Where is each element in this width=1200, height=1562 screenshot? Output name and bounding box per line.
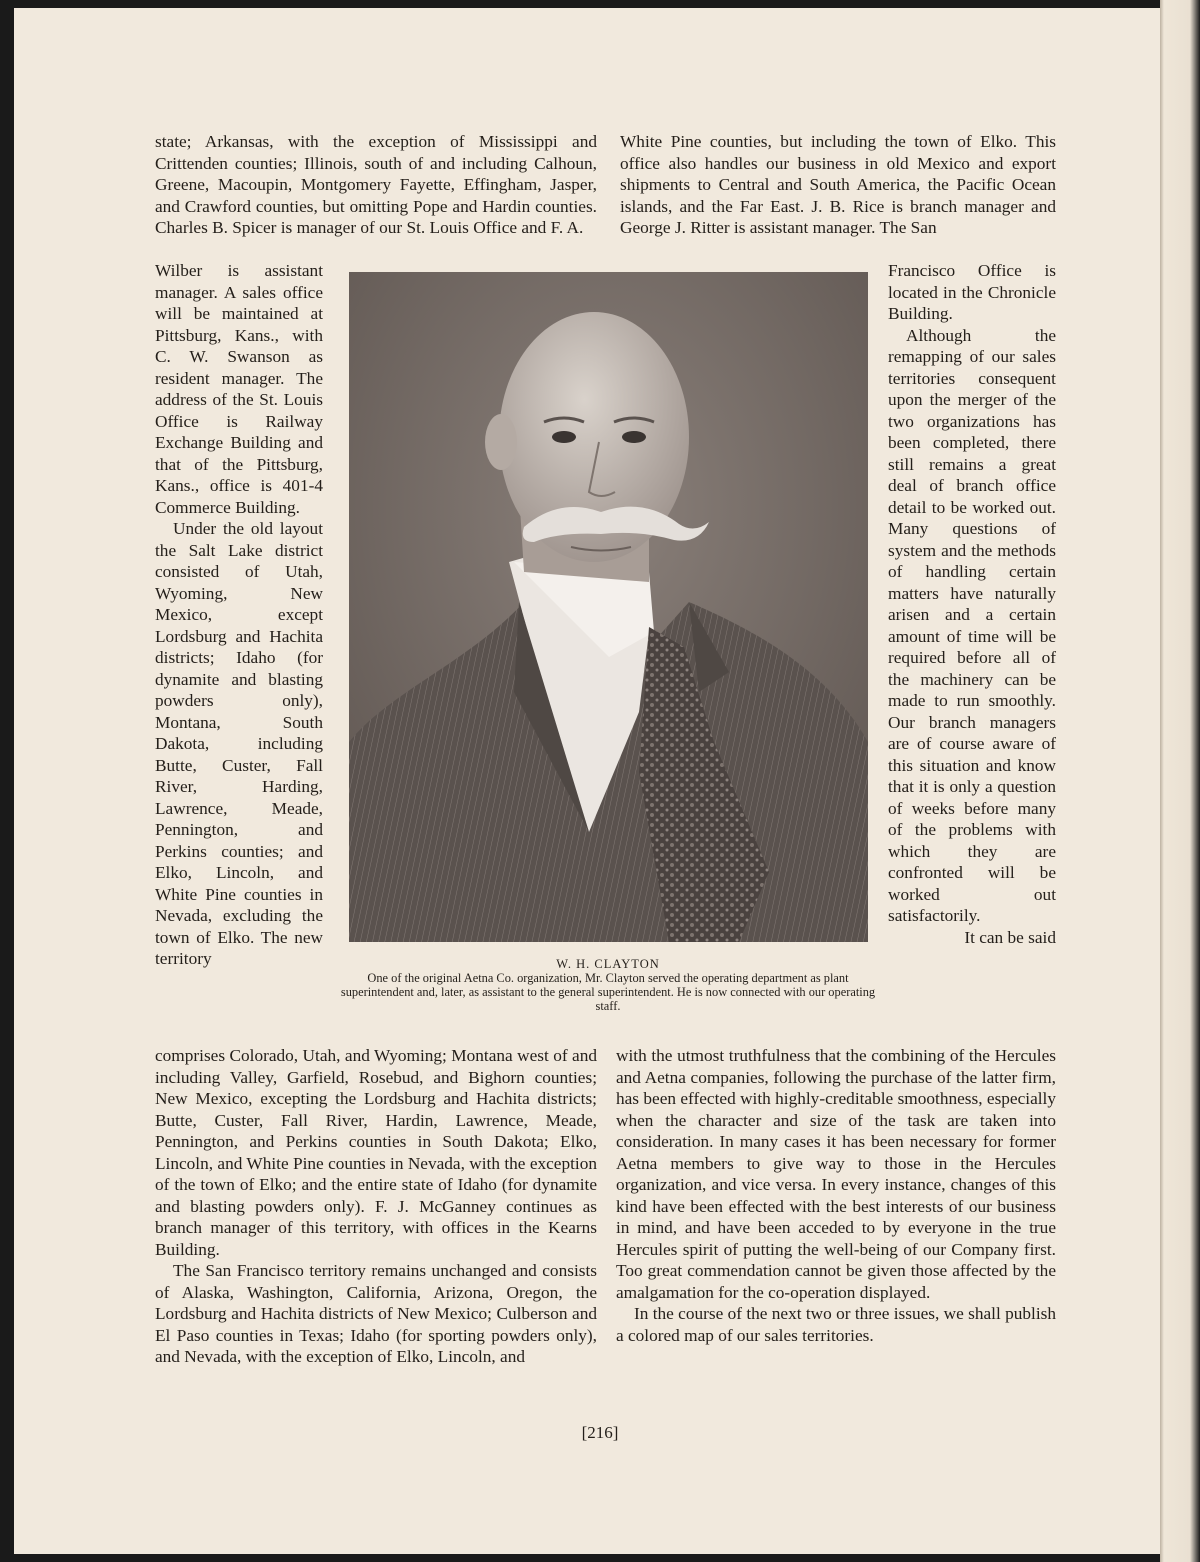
next-page-edge <box>1160 0 1200 1562</box>
col2-top-text: White Pine counties, but including the town of Elko. This office also handles our business in old Mexico and export shipments to Central and South America, the Pacific Ocean islands, and the Far East. J. B. Rice is branch manager and George J. Ritter is assistant manager. The San <box>620 132 1056 237</box>
col1-top-text: state; Arkansas, with the exception of Mississippi and Crittenden counties; Illinois, south of and including Calhoun, Greene, Macoupin, Montgomery Fayette, Effingham, Jasper, and Crawford counties, but omitting Pope and Hardin counties. Charles B. Spicer is manager of our St. Louis Office and F. A. <box>155 132 597 237</box>
photo-caption <box>338 957 878 1013</box>
col1-bottom-text-2: The San Francisco territory remains unchanged and consists of Alaska, Washington, California, Arizona, Oregon, the Lordsburg and Hachita districts of New Mexico; Culberson and El Paso counties in Texas; Idaho (for sporting powders only), and Nevada, with the exception of Elko, Lincoln, and <box>155 1261 597 1366</box>
col2-top-paragraph <box>620 131 1056 239</box>
col2-narrow-text-1: Francisco Office is located in the Chronicle Building. <box>888 261 1056 323</box>
col1-narrow-text-1: Wilber is assistant manager. A sales office will be maintained at Pittsburg, Kans., with C. W. Swanson as resident manager. The address of the St. Louis Office is Railway Exchange Building and that of the Pittsburg, Kans., office is 401-4 Commerce Building. <box>155 261 323 517</box>
col1-bottom-block <box>155 1045 597 1368</box>
col1-narrow-text-2: Under the old layout the Salt Lake district consisted of Utah, Wyoming, New Mexico, except Lordsburg and Hachita districts; Idaho (for dynamite and blasting powders only), Montana, South Dakota, including Butte, Custer, Fall River, Harding, Lawrence, Meade, Pennington, and Perkins counties; and Elko, Lincoln, and White Pine counties in Nevada, excluding the town of Elko. The new territory <box>155 519 323 968</box>
portrait-illustration <box>349 272 868 942</box>
col2-bottom-text-2: In the course of the next two or three issues, we shall publish a colored map of our sales territories. <box>616 1304 1056 1345</box>
portrait-photo <box>349 272 868 942</box>
caption-text: One of the original Aetna Co. organization, Mr. Clayton served the operating department as plant superintendent and, later, as assistant to the general superintendent. He is now connected with our operating staff. <box>340 971 876 1013</box>
caption-name: W. H. CLAYTON <box>556 957 660 971</box>
col2-bottom-block <box>616 1045 1056 1346</box>
col1-top-paragraph <box>155 131 597 239</box>
col1-bottom-text-1: comprises Colorado, Utah, and Wyoming; Montana west of and including Valley, Garfield, Rosebud, and Bighorn counties; New Mexico, excepting the Lordsburg and Hachita districts; Butte, Custer, Fall River, Hardin, Lawrence, Meade, Pennington, and Perkins counties in South Dakota; Elko, Lincoln, and White Pine counties in Nevada, with the exception of the town of Elko; and the entire state of Idaho (for dynamite and blasting powders only). F. J. McGanney continues as branch manager of this territory, with offices in the Kearns Building. <box>155 1046 597 1259</box>
col2-narrow-text-2: Although the remapping of our sales territories consequent upon the merger of the two organizations has been completed, there still remains a great deal of branch office detail to be worked out. Many questions of system and the methods of handling certain matters have naturally arisen and a certain amount of time will be required before all of the machinery can be made to run smoothly. Our branch managers are of course aware of this situation and know that it is only a question of weeks before many of the problems with which they are confronted will be worked out satisfactorily. <box>888 325 1056 925</box>
col2-narrow-block <box>888 260 1056 948</box>
page-number: [216] <box>581 1423 619 1442</box>
col2-bottom-text-1: with the utmost truthfulness that the combining of the Hercules and Aetna companies, following the purchase of the latter firm, has been effected with highly-creditable smoothness, especially when the character and size of the task are taken into consideration. In many cases it has been necessary for former Aetna members to give way to those in the Hercules organization, and vice versa. In every instance, changes of this kind have been effected with the best interests of our business in mind, and have been acceded to by everyone in the true Hercules spirit of putting the well-being of our Company first. Too great commendation cannot be given those affected by the amalgamation for the co-operation displayed. <box>616 1046 1056 1302</box>
col1-narrow-block <box>155 260 323 970</box>
col2-narrow-text-3: It can be said <box>964 927 1056 947</box>
